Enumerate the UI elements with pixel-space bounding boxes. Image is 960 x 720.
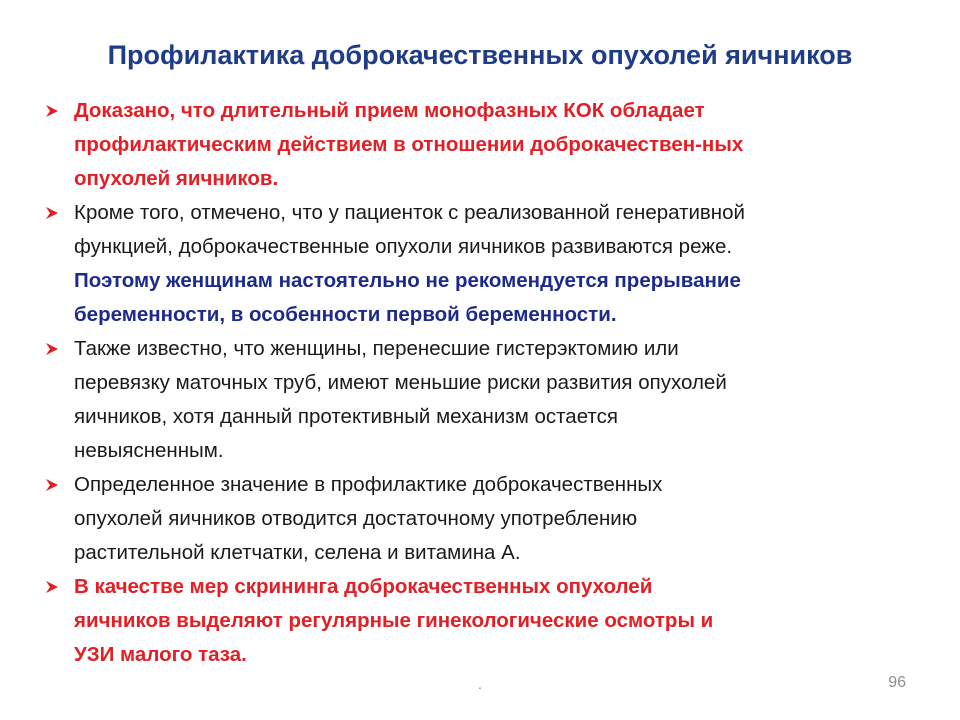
bullet-item-3 xyxy=(40,332,930,468)
arrow-bullet-icon xyxy=(40,196,64,230)
bullet-item-4 xyxy=(40,468,930,570)
bullet-item-2 xyxy=(40,196,930,332)
bullet-4-line-1: Определенное значение в профилактике доброкачественных xyxy=(74,473,663,496)
arrow-bullet-icon xyxy=(40,570,64,604)
bullet-3-line-2: перевязку маточных труб, имеют меньшие риски развития опухолей xyxy=(74,371,727,394)
bullet-1-line-3: опухолей яичников. xyxy=(74,167,279,190)
bullet-2-line-1: Кроме того, отмечено, что у пациенток с реализованной генеративной xyxy=(74,201,745,224)
arrow-bullet-icon xyxy=(40,94,64,128)
bullet-item-5 xyxy=(40,570,930,672)
bullet-5-line-1: В качестве мер скрининга доброкачественных опухолей xyxy=(74,575,653,598)
bullet-1-line-2: профилактическим действием в отношении доброкачествен-ных xyxy=(74,133,744,156)
bullet-3-line-1: Также известно, что женщины, перенесшие гистерэктомию или xyxy=(74,337,679,360)
bullet-list xyxy=(40,94,930,672)
page-number: 96 xyxy=(888,674,906,691)
bullet-4-line-3: растительной клетчатки, селена и витамина А. xyxy=(74,541,521,564)
bullet-4-line-2: опухолей яичников отводится достаточному употреблению xyxy=(74,507,638,530)
bullet-5-line-2: яичников выделяют регулярные гинекологические осмотры и xyxy=(74,609,714,632)
bullet-1-line-1: Доказано, что длительный прием монофазных КОК обладает xyxy=(74,99,705,122)
footer-mark: . xyxy=(478,676,482,692)
bullet-5-line-3: УЗИ малого таза. xyxy=(74,643,247,666)
bullet-2-line-3: Поэтому женщинам настоятельно не рекомендуется прерывание xyxy=(74,269,741,292)
arrow-bullet-icon xyxy=(40,332,64,366)
bullet-3-line-3: яичников, хотя данный протективный механизм остается xyxy=(74,405,618,428)
slide-title: Профилактика доброкачественных опухолей яичников xyxy=(107,40,853,70)
bullet-3-line-4: невыясненным. xyxy=(74,439,224,462)
bullet-item-1 xyxy=(40,94,930,196)
arrow-bullet-icon xyxy=(40,468,64,502)
bullet-2-line-2: функцией, доброкачественные опухоли яичников развиваются реже. xyxy=(74,235,733,258)
bullet-2-line-4: беременности, в особенности первой беременности. xyxy=(74,303,617,326)
